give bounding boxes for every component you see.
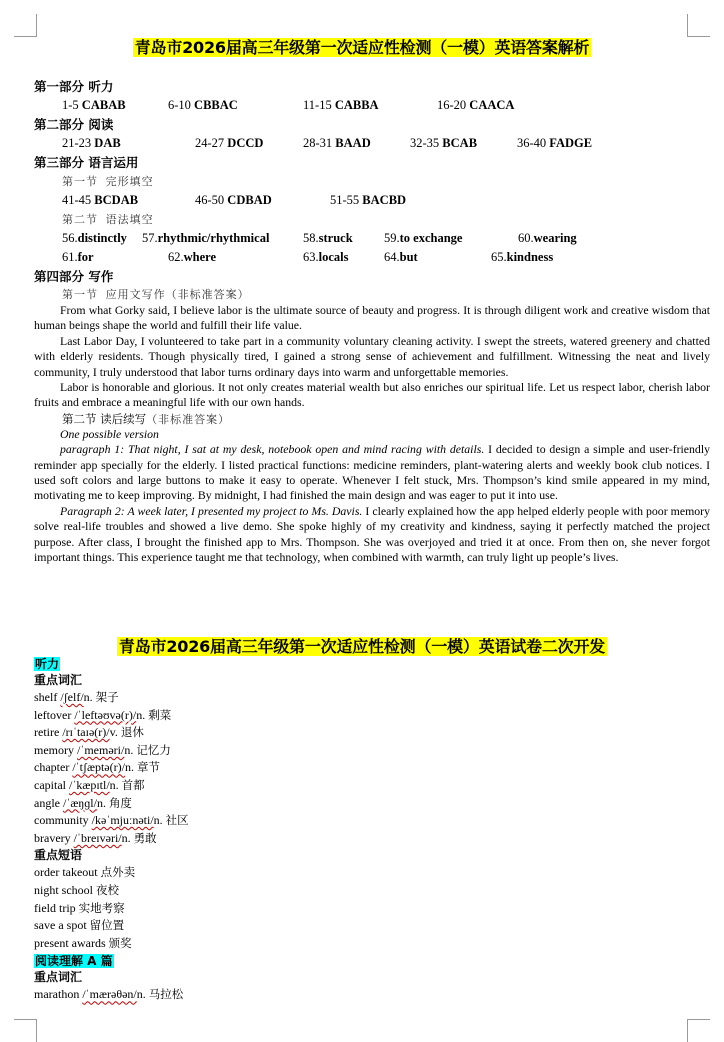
applied-writing-label: 第一节 应用文写作（非标准答案） (62, 288, 250, 301)
part3-heading: 第三部分 语言运用 (34, 155, 139, 170)
phrase-english: present awards (34, 935, 106, 950)
vocab-phonetic: /ˈmeməri/ (77, 742, 125, 757)
second-development-body (34, 655, 710, 1004)
phrase-meaning: 实地考察 (78, 900, 125, 915)
vocab-part-of-speech: n. (136, 707, 146, 722)
phrase-item (34, 935, 710, 953)
phrase-english: field trip (34, 900, 76, 915)
essay1-paragraph: From what Gorky said, I believe labor is the ultimate source of beauty and progress. It is through diligent work and creative wisdom that human beings shape the world and fulfill their life value. (34, 303, 710, 333)
phrase-heading: 重点短语 (34, 848, 83, 863)
answer-group: 56.distinctly (62, 231, 127, 245)
vocab-meaning: 架子 (95, 690, 119, 704)
vocab-item (34, 986, 710, 1004)
vocab-meaning: 首都 (121, 777, 145, 792)
vocab-part-of-speech: n. (136, 987, 146, 1002)
vocab-phonetic: /ʃelf/ (60, 690, 84, 704)
answer-group: 64.but (384, 250, 418, 264)
vocab-part-of-speech: n. (124, 742, 134, 757)
part1-answers (34, 96, 710, 115)
listening-tag: 听力 (35, 657, 60, 671)
grammar-answers-row1 (34, 229, 710, 248)
continuation-paragraph-2: Paragraph 2: A week later, I presented my project to Ms. Davis. I clearly explained how the app helped elderly people with poor memory solve real-life troubles and showed a live demo. She spoke highly of my creativity and kindness, saying it perfectly matched the project purpose. After class, I brought the finished app to Mrs. Thompson. She was overjoyed and tried it at once. From then on, she never forgot important things. This experience taught me that technology, when combined with warmth, can truly light up people’s lives. (34, 503, 710, 565)
part1-heading: 第一部分 听力 (34, 79, 114, 94)
vocab-part-of-speech: n. (124, 760, 134, 775)
vocab-item (34, 795, 710, 813)
vocab-item (34, 812, 710, 830)
vocab-item (34, 707, 710, 725)
corner-mark-bottom-right (687, 1019, 710, 1042)
corner-mark-bottom-left (14, 1019, 37, 1042)
vocab-word: angle (34, 795, 60, 810)
phrase-english: night school (34, 882, 93, 897)
answer-group: 28-31 BAAD (303, 136, 371, 150)
vocab-meaning: 勇敢 (133, 830, 157, 845)
part2-heading: 第二部分 阅读 (34, 117, 114, 132)
answer-group: 36-40 FADGE (517, 136, 593, 150)
answer-group: 57.rhythmic/rhythmical (142, 231, 270, 245)
continuation-writing-label: 第二节 读后续写（非标准答案） (62, 411, 231, 426)
vocab-part-of-speech: n. (121, 830, 131, 845)
cloze-section-label: 第一节 完形填空 (62, 175, 154, 188)
phrase-item (34, 900, 710, 918)
vocab-word: memory (34, 742, 74, 757)
vocab-part-of-speech: n. (96, 795, 106, 810)
vocab-item (34, 830, 710, 848)
answer-group: 24-27 DCCD (195, 136, 264, 150)
vocab-phonetic: /ˈbreɪvəri/ (73, 830, 122, 845)
vocab-phonetic: /ˈæŋɡl/ (63, 795, 97, 810)
answer-group: 62.where (168, 250, 217, 264)
vocab-list (34, 689, 710, 847)
vocab-word: capital (34, 777, 66, 792)
second-development-title: 青岛市2026届高三年级第一次适应性检测（一模）英语试卷二次开发 (118, 637, 606, 656)
vocab-part-of-speech: n. (153, 813, 163, 828)
vocab-phonetic: /ˈkæpɪtl/ (68, 777, 110, 792)
part4-heading: 第四部分 写作 (34, 269, 114, 284)
answer-group: 61.for (62, 250, 94, 264)
reading-vocab-heading: 重点词汇 (34, 970, 83, 985)
vocab-meaning: 记忆力 (136, 742, 171, 757)
vocab-word: chapter (34, 760, 70, 775)
vocab-item (34, 724, 710, 742)
vocab-meaning: 章节 (136, 760, 160, 775)
phrase-item (34, 882, 710, 900)
answer-group: 60.wearing (518, 231, 577, 245)
vocab-meaning: 马拉松 (148, 987, 184, 1002)
part2-answers (34, 134, 710, 153)
vocab-meaning: 社区 (165, 813, 189, 828)
answer-group: 41-45 BCDAB (62, 193, 139, 207)
vocab-phonetic: /ˈtʃæptə(r)/ (72, 760, 125, 775)
vocab-word: leftover (34, 707, 72, 722)
answer-group: 58.struck (303, 231, 353, 245)
answer-group: 6-10 CBBAC (168, 98, 238, 112)
phrase-english: save a spot (34, 918, 87, 933)
vocab-word: shelf (34, 690, 58, 704)
vocab-part-of-speech: v. (109, 725, 118, 740)
answer-group: 11-15 CABBA (303, 98, 379, 112)
answer-group: 51-55 BACBD (330, 193, 407, 207)
reading-a-tag: 阅读理解 A 篇 (35, 954, 113, 969)
corner-mark-top-left (14, 14, 37, 37)
answer-group: 63.locals (303, 250, 349, 264)
phrase-meaning: 留位置 (89, 918, 125, 933)
reading-vocab-list (34, 986, 710, 1004)
vocab-word: bravery (34, 830, 71, 845)
vocab-heading: 重点词汇 (34, 673, 83, 687)
vocab-item (34, 742, 710, 760)
answer-group: 1-5 CABAB (62, 98, 126, 112)
answer-group: 59.to exchange (384, 231, 463, 245)
possible-version-label: One possible version (60, 426, 159, 441)
vocab-phonetic: /rɪˈtaɪə(r)/ (62, 725, 110, 740)
answer-group: 46-50 CDBAD (195, 193, 272, 207)
continuation-paragraph-1: paragraph 1: That night, I sat at my desk, notebook open and mind racing with details. I decided to design a simple and user-friendly reminder app specially for the elderly. I listed practical functions: medicine reminders, plant-watering alerts and weekly book club notices. I used soft colors and large buttons to make it easy to operate. Whenever I felt stuck, Mrs. Thompson’s kind smile appeared in my mind, motivating me to keep improving. By midnight, I had finished the main design and was eager to put it into use. (34, 442, 711, 503)
answer-group: 32-35 BCAB (410, 136, 478, 150)
vocab-item (34, 689, 710, 707)
vocab-word: marathon (34, 987, 80, 1002)
vocab-part-of-speech: n. (83, 690, 93, 704)
phrase-list (34, 864, 710, 952)
phrase-meaning: 颁奖 (108, 935, 132, 950)
essay1-paragraph: Last Labor Day, I volunteered to take part in a community voluntary cleaning activity. I swept the streets, watered greenery and chatted with elderly residents. Though physically tired, I gained a strong sense of achievement and fulfillment. Witnessing the neat and lively community, I truly understood that labor turns ordinary days into warm and unforgettable memories. (34, 333, 710, 379)
corner-mark-top-right (687, 14, 710, 37)
phrase-item (34, 864, 710, 882)
vocab-phonetic: /ˈleftəʊvə(r)/ (74, 707, 137, 722)
vocab-item (34, 777, 710, 795)
answer-key-body (34, 77, 710, 566)
vocab-meaning: 剩菜 (148, 707, 172, 722)
vocab-phonetic: /ˈmærəθən/ (82, 987, 137, 1002)
grammar-section-label: 第二节 语法填空 (62, 213, 154, 226)
vocab-word: retire (34, 725, 60, 740)
vocab-meaning: 退休 (120, 725, 144, 740)
vocab-part-of-speech: n. (109, 777, 119, 792)
essay1-paragraph: Labor is honorable and glorious. It not only creates material wealth but also enriches our spiritual life. Let us respect labor, cherish labor fruits and embrace a meaningful life with our own hands. (34, 380, 710, 410)
answer-group: 16-20 CAACA (437, 98, 515, 112)
vocab-meaning: 角度 (108, 795, 132, 810)
cloze-answers (34, 191, 710, 210)
phrase-meaning: 夜校 (96, 882, 119, 897)
vocab-phonetic: /kəˈmjuːnəti/ (91, 813, 154, 828)
answer-key-title: 青岛市2026届高三年级第一次适应性检测（一模）英语答案解析 (134, 38, 590, 57)
vocab-word: community (34, 813, 89, 828)
phrase-english: order takeout (34, 865, 98, 880)
vocab-item (34, 759, 710, 777)
phrase-item (34, 917, 710, 935)
phrase-meaning: 点外卖 (100, 865, 136, 880)
grammar-answers-row2 (34, 248, 710, 267)
answer-group: 65.kindness (491, 250, 554, 264)
answer-group: 21-23 DAB (62, 136, 121, 150)
